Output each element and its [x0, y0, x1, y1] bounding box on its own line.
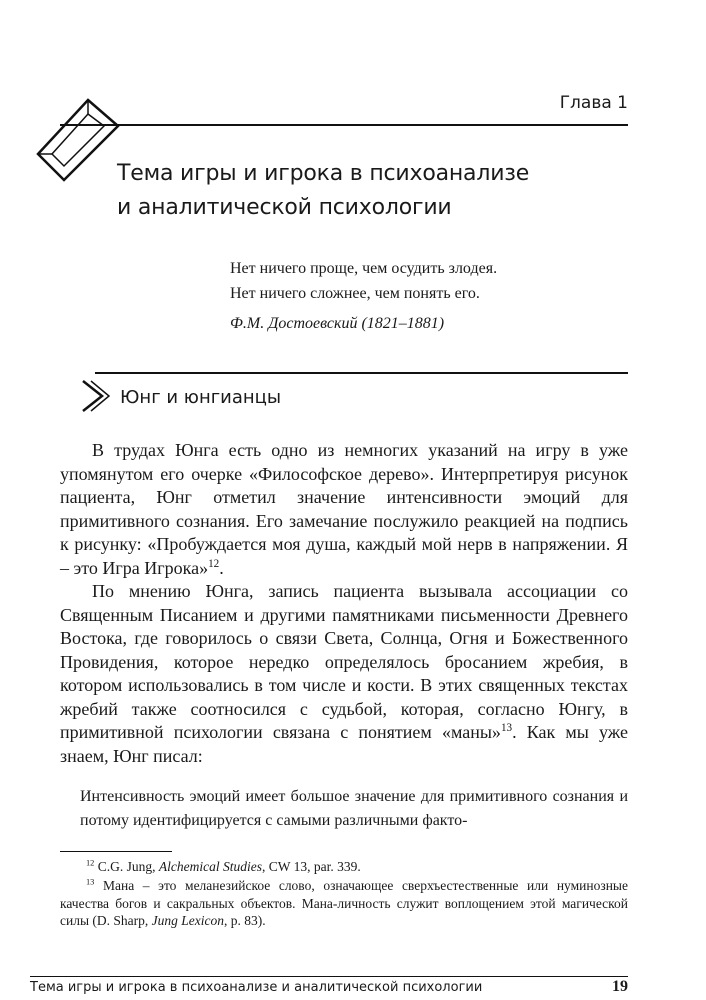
paragraph-text: В трудах Юнга есть одно из немногих указаний на игру в уже упомянутом его очерке «Философское дерево». Интерпретируя рисунок пациента, Юнг отметил значение интенсивности эмоций для примитивного сознания. Его замечание послужило реакцией на подпись к рисунку: «Пробуждается моя душа, каждый мой нерв в напряжении. Я – это Игра Игрока» [60, 440, 628, 578]
footer-rule [30, 976, 628, 977]
chapter-label: Глава 1 [559, 93, 628, 113]
page-number: 19 [612, 978, 628, 995]
paragraph-text: . [219, 557, 224, 578]
chapter-title-line: Тема игры и игрока в психоанализе [117, 161, 530, 186]
double-chevron-icon [80, 378, 110, 414]
section-rule [95, 372, 628, 374]
header-rule [60, 124, 628, 126]
footnote-text: , CW 13, par. 339. [261, 859, 361, 874]
footnote-book-title: Jung Lexicon [151, 913, 224, 928]
footnote-text: , p. 83). [224, 913, 266, 928]
chapter-ornament-icon [34, 96, 124, 196]
section-title: Юнг и юнгианцы [120, 387, 282, 408]
paragraph-text: По мнению Юнга, запись пациента вызывала ассоциации со Священным Писанием и другими памятниками письменности Древнего Востока, где говорилось о связи Света, Солнца, Огня и Божественного Провидения, которое нередко определялось бросанием жребия, в котором использовались в том числе и кости. В этих священных текстах жребий также соотносился с судьбой, которая, согласно Юнгу, в примитивной психологии связана с понятием «маны» [60, 581, 628, 742]
chapter-title-line: и аналитической психологии [117, 195, 452, 220]
epigraph-line: Нет ничего проще, чем осудить злодея. [230, 260, 498, 277]
epigraph [230, 256, 497, 306]
paragraph-text: . Как мы уже знаем, Юнг писал: [60, 722, 628, 766]
footnote-rule [60, 851, 172, 852]
footnote-ref[interactable]: 13 [500, 722, 513, 734]
body-paragraph [60, 580, 628, 768]
footnote-ref[interactable]: 12 [208, 557, 220, 570]
footnote-13 [60, 877, 628, 930]
footnote-book-title: Alchemical Studies [158, 859, 262, 874]
body-paragraph [60, 439, 628, 580]
footnote-text: C.G. Jung, [97, 859, 156, 874]
footnote-mark: 13 [86, 877, 95, 887]
epigraph-line: Нет ничего сложнее, чем понять его. [230, 285, 480, 302]
epigraph-author: Ф.М. Достоевский (1821–1881) [230, 315, 445, 332]
block-quote: Интенсивность эмоций имеет большое значение для примитивного сознания и потому идентифицируется с самыми различными факто- [80, 788, 628, 829]
footnote-12 [60, 858, 628, 876]
chapter-title [117, 157, 529, 225]
footnote-text: Мана – это меланезийское слово, означающее сверхъестественные или нуминозные качества богов и сакральных объектов. Мана-личность служит воплощением этой магической силы (D. Sharp, [60, 878, 628, 928]
running-head: Тема игры и игрока в психоанализе и аналитической психологии [30, 980, 483, 995]
footnote-mark: 12 [86, 858, 95, 868]
